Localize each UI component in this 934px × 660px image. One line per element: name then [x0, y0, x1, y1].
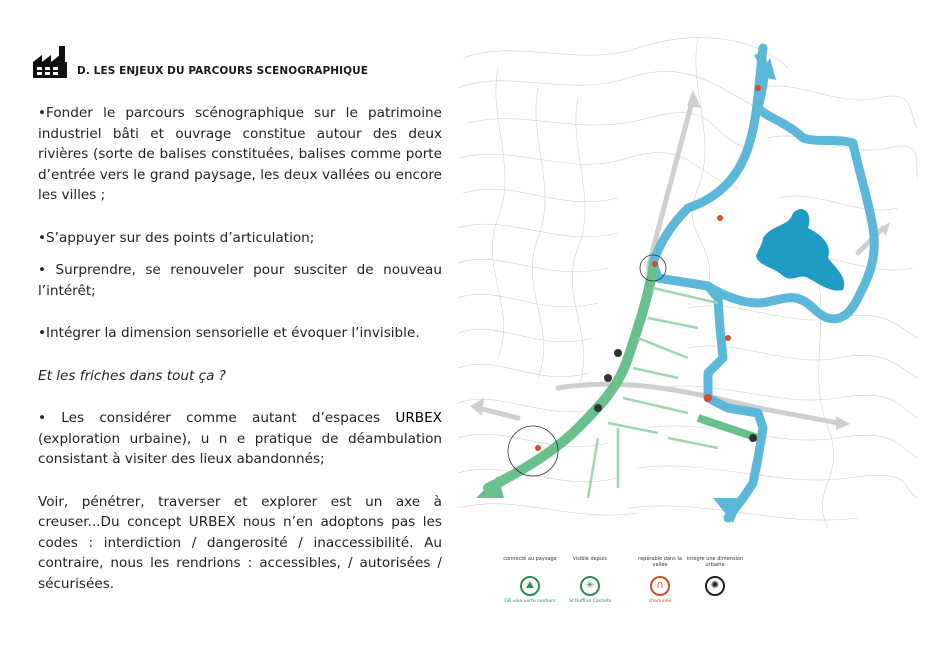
paragraph-2: •S’appuyer sur des points d’articulation;	[38, 229, 315, 246]
paragraph-1: •Fonder le parcours scénographique sur le patrimoine industriel bâti et ouvrage constitue autour des deux rivières (sorte de balises constituées, balises comme porte d’entrée vers le grand paysage, les deux vallées ou encore les villes ;	[38, 105, 442, 203]
blue-river-loop	[708, 53, 874, 319]
scenographic-route-map	[458, 28, 918, 530]
legend-chimney	[630, 556, 690, 605]
legend-chimney-foot: cheminée	[648, 599, 672, 604]
legend-visible-foot: St Ruffine Castella	[568, 599, 612, 604]
paragraph-6-end: (exploration urbaine), u n e pratique de déambulation consistant à visiter des lieux abandonnés;	[38, 430, 442, 467]
legend-visible	[560, 556, 620, 605]
body-text	[38, 103, 442, 594]
legend-urban	[685, 556, 745, 599]
mountain-icon: ⛰	[520, 576, 540, 596]
paragraph-5: Et les friches dans tout ça ?	[38, 367, 227, 384]
legend-landscape	[500, 556, 560, 605]
factory-icon	[33, 46, 67, 78]
urbex-term: URBEX	[395, 410, 442, 426]
chimney-icon: ∩	[650, 576, 670, 596]
paragraph-3: • Surprendre, se renouveler pour susciter de nouveau l’intérêt;	[38, 262, 442, 299]
paragraph-6-start: • Les considérer comme autant d’espaces	[38, 410, 396, 426]
paragraph-6	[38, 408, 442, 470]
eye-star-icon: ✳	[580, 576, 600, 596]
legend-chimney-label: repérable dans la vallée	[638, 556, 682, 568]
legend-visible-label: visible depuis	[572, 556, 608, 562]
legend-landscape-foot: GR voie verte sentiers	[504, 599, 556, 604]
blue-river-route	[653, 48, 763, 518]
paragraph-7: Voir, pénétrer, traverser et explorer est un axe à creuser...Du concept URBEX nous n’en adoptons pas les codes : interdiction / dangerosité / inaccessibilité. Au contraire, nous les rendrions : accessibles, / autorisées / sécurisées.	[38, 493, 442, 592]
paragraph-4: •Intégrer la dimension sensorielle et évoquer l’invisible.	[38, 325, 420, 341]
map-legend	[500, 556, 760, 626]
urban-star-icon: ✺	[705, 576, 725, 596]
green-main-route	[488, 268, 653, 488]
legend-urban-label: intègre une dimension urbaine	[686, 556, 744, 568]
section-header	[33, 46, 368, 78]
lake	[756, 209, 844, 291]
section-title: D. LES ENJEUX DU PARCOURS SCENOGRAPHIQUE	[77, 65, 369, 77]
map-markers	[508, 85, 761, 476]
legend-landscape-label: connecté au paysage	[503, 556, 557, 562]
